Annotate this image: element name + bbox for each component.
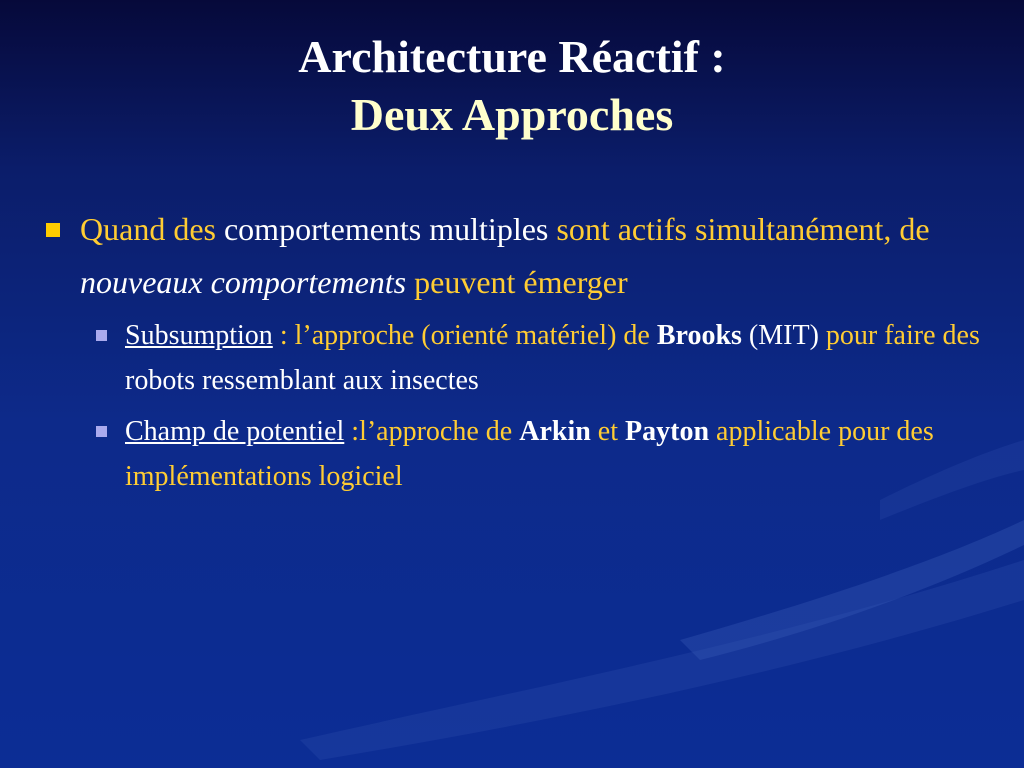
text-approche-materiel: : l’approche (orienté matériel) de [272,320,657,351]
text-robots-insectes: robots ressemblant aux insectes [125,365,479,396]
text-brooks: Brooks [656,320,742,351]
text-pour-faire-des: pour faire des [825,320,980,351]
slide-title [0,28,1024,144]
text-payton: Payton [625,416,710,447]
square-sub-bullet-icon [96,426,107,437]
text-arkin: Arkin [519,416,591,447]
square-bullet-icon [46,223,60,237]
title-line-1: Architecture Réactif : [298,31,726,82]
text-champ-de-potentiel: Champ de potentiel [125,416,345,447]
sub-bullet-champ-potentiel [96,409,1004,499]
sub-bullet-list [96,313,1004,499]
text-subsumption: Subsumption [125,320,273,351]
text-approche-de: :l’approche de [344,416,520,447]
main-bullet-item [44,203,1004,309]
text-sont-actifs: sont actifs simultanément, de [556,211,930,247]
slide-content [44,203,1004,505]
text-nouveaux-comportements: nouveaux comportements [80,264,407,300]
sub-bullet-subsumption [96,313,1004,403]
text-quand-des: Quand des [80,211,216,247]
text-mit: (MIT) [741,320,826,351]
text-et: et [590,416,626,447]
square-sub-bullet-icon [96,330,107,341]
text-comportements-multiples: comportements multiples [215,211,557,247]
title-line-2: Deux Approches [350,89,674,140]
text-peuvent-emerger: peuvent émerger [406,264,628,300]
text-applicable-logiciel: applicable pour des implémentations logiciel [125,416,934,492]
